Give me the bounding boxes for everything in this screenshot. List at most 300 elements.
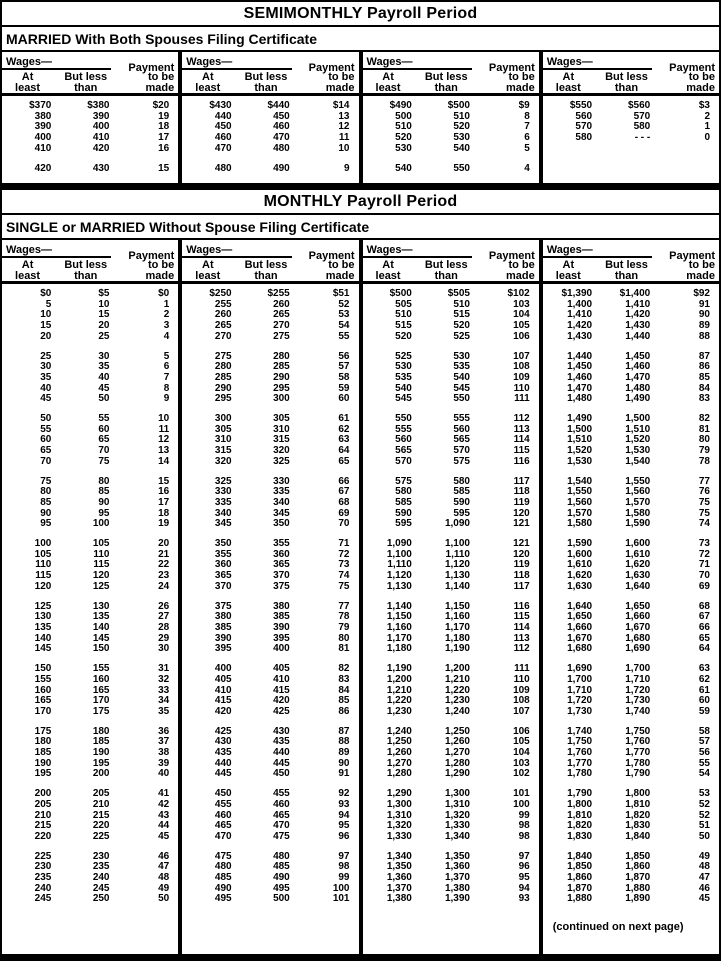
at-least-cell: 1,770	[567, 757, 593, 769]
but-less-than-cell: 205	[92, 788, 110, 800]
payment-cell: 83	[698, 393, 710, 405]
row-block	[2, 727, 178, 781]
at-least-cell: 435	[214, 747, 232, 759]
but-less-than-cell: 1,590	[625, 518, 651, 530]
payment-cell: 2	[704, 110, 710, 122]
but-less-than-cell: 275	[273, 330, 290, 342]
monthly-table	[2, 240, 719, 954]
row-block	[543, 539, 719, 593]
payment-cell: 102	[513, 768, 530, 780]
wage-row	[182, 144, 358, 155]
at-least-cell: 335	[214, 496, 232, 508]
group-body	[182, 96, 358, 174]
at-least-cell: 470	[214, 830, 232, 842]
but-less-than-cell: 570	[633, 110, 651, 122]
payment-cell: 89	[338, 747, 350, 759]
to-be-made-header: to be made	[506, 259, 535, 282]
group-header	[363, 52, 539, 96]
at-least-cell: 1,750	[567, 736, 593, 748]
at-least-cell: 1,660	[567, 621, 593, 633]
wage-row	[182, 789, 358, 800]
wage-row	[2, 884, 178, 895]
payment-cell: 121	[513, 538, 530, 550]
wage-row	[182, 560, 358, 571]
but-less-than-cell: 1,200	[444, 663, 470, 675]
payment-cell: 81	[698, 423, 710, 435]
but-less-than-cell: $1,400	[619, 288, 651, 299]
but-less-than-cell: 475	[273, 830, 290, 842]
but-less-than-cell: 595	[453, 507, 470, 519]
wage-row	[2, 133, 178, 144]
but-less-than-cell: 1,240	[444, 705, 470, 717]
wage-row	[2, 686, 178, 697]
but-less-than-cell: 450	[273, 110, 290, 122]
wage-row	[2, 759, 178, 770]
at-least-cell: 245	[34, 893, 52, 905]
at-least-cell: 210	[34, 809, 52, 821]
wage-row	[2, 487, 178, 498]
at-least-cell: 30	[40, 361, 52, 373]
wage-row	[2, 519, 178, 530]
at-least-cell: $370	[29, 100, 52, 111]
group-body	[182, 284, 358, 905]
but-less-than-cell: $380	[87, 100, 110, 111]
but-less-than-cell: 60	[98, 423, 110, 435]
wage-row	[182, 769, 358, 780]
payment-cell: 97	[338, 850, 350, 862]
wage-row	[182, 748, 358, 759]
payment-cell: 91	[338, 768, 350, 780]
at-least-cell: 510	[395, 309, 412, 321]
but-less-than-cell: 1,120	[444, 559, 470, 571]
wage-row	[363, 133, 539, 144]
payment-cell: 73	[698, 538, 710, 550]
but-less-than-header: But less than	[605, 259, 648, 282]
but-less-than-cell: 410	[92, 132, 110, 144]
but-less-than-header: But less than	[244, 71, 288, 94]
wage-row	[2, 425, 178, 436]
wage-row	[543, 832, 719, 843]
payment-cell: 117	[513, 475, 530, 487]
payment-cell: 87	[338, 725, 350, 737]
but-less-than-cell: 245	[92, 882, 110, 894]
wage-row	[363, 487, 539, 498]
at-least-cell: 540	[395, 382, 412, 394]
at-least-cell: 235	[34, 872, 52, 884]
but-less-than-cell: 65	[98, 434, 110, 446]
but-less-than-cell: 195	[92, 757, 110, 769]
monthly-wage-group-4	[539, 240, 719, 954]
at-least-cell: 440	[214, 110, 232, 122]
payment-cell: 55	[698, 757, 710, 769]
but-less-than-cell: 105	[92, 538, 110, 550]
payment-cell: 47	[158, 861, 170, 873]
at-least-cell: 1,760	[567, 747, 593, 759]
but-less-than-cell: 1,170	[444, 621, 470, 633]
but-less-than-cell: 510	[453, 298, 470, 310]
wage-row	[182, 759, 358, 770]
payment-cell: 58	[698, 725, 710, 737]
at-least-cell: 260	[214, 309, 232, 321]
payment-cell: 15	[158, 475, 170, 487]
payment-cell: 94	[518, 882, 530, 894]
but-less-than-cell: 210	[92, 798, 110, 810]
wage-row	[2, 634, 178, 645]
at-least-cell: 1,150	[386, 611, 412, 623]
but-less-than-cell: 285	[273, 361, 290, 373]
payment-cell: 10	[338, 142, 350, 154]
payment-cell: 36	[158, 725, 170, 737]
payment-cell: 78	[338, 611, 350, 623]
at-least-cell: 560	[395, 434, 412, 446]
payment-cell: 68	[698, 600, 710, 612]
payment-cell: 115	[513, 611, 530, 623]
wage-row	[182, 737, 358, 748]
but-less-than-cell: 565	[453, 434, 470, 446]
at-least-cell: 520	[395, 330, 412, 342]
payment-cell: 21	[158, 548, 170, 560]
but-less-than-cell: 1,510	[625, 423, 651, 435]
payment-cell: 103	[513, 298, 530, 310]
wage-row	[182, 122, 358, 133]
but-less-than-cell: $440	[267, 100, 290, 111]
wage-row	[363, 394, 539, 405]
wage-row	[182, 164, 358, 175]
row-block	[2, 352, 178, 406]
payment-cell: 5	[163, 350, 170, 362]
wage-row	[182, 509, 358, 520]
but-less-than-cell: 1,570	[625, 496, 651, 508]
wage-row	[182, 425, 358, 436]
wages-header-label: Wages—	[363, 244, 472, 258]
group-body	[543, 284, 719, 933]
but-less-than-cell: 310	[273, 423, 290, 435]
at-least-cell: 315	[214, 445, 232, 457]
group-header	[2, 240, 178, 284]
at-least-cell: 420	[214, 705, 232, 717]
wage-row	[182, 446, 358, 457]
wage-row	[182, 362, 358, 373]
payment-cell: 12	[338, 121, 350, 133]
payment-cell: 107	[513, 705, 530, 717]
at-least-cell: 1,530	[567, 455, 593, 467]
at-least-cell: 1,200	[386, 673, 412, 685]
at-least-cell: 1,470	[567, 382, 593, 394]
but-less-than-cell: 280	[273, 350, 290, 362]
at-least-cell: 455	[214, 798, 232, 810]
but-less-than-cell: 485	[273, 861, 290, 873]
at-least-cell: 1,440	[567, 350, 593, 362]
payment-cell: 1	[704, 121, 710, 133]
payment-cell: 68	[338, 496, 350, 508]
payment-cell: 1	[163, 298, 170, 310]
but-less-than-cell: 430	[273, 725, 290, 737]
row-block	[182, 852, 358, 906]
but-less-than-cell: 400	[92, 121, 110, 133]
payment-cell: 52	[698, 798, 710, 810]
at-least-cell: 410	[34, 142, 52, 154]
but-less-than-cell: 515	[453, 309, 470, 321]
but-less-than-cell: 575	[453, 455, 470, 467]
but-less-than-cell: 235	[92, 861, 110, 873]
payment-cell: 56	[338, 350, 350, 362]
group-header	[2, 52, 178, 96]
payment-cell: 28	[158, 621, 170, 633]
but-less-than-cell: 1,620	[625, 559, 651, 571]
at-least-cell: 1,260	[386, 747, 412, 759]
but-less-than-cell: 115	[93, 559, 110, 571]
payment-cell: 111	[514, 663, 530, 675]
but-less-than-cell: 90	[98, 496, 110, 508]
payment-cell: 70	[698, 570, 710, 582]
payment-cell: 54	[338, 320, 350, 332]
but-less-than-cell: 265	[273, 309, 290, 321]
at-least-cell: 10	[40, 309, 52, 321]
but-less-than-cell: 540	[453, 371, 470, 383]
payment-cell: 101	[513, 788, 530, 800]
wage-row	[2, 769, 178, 780]
payment-cell: 116	[513, 600, 530, 612]
row-block	[182, 164, 358, 175]
group-body	[363, 284, 539, 905]
wage-row	[543, 122, 719, 133]
wage-row	[363, 832, 539, 843]
but-less-than-cell: 440	[273, 747, 290, 759]
at-least-cell: 1,540	[567, 475, 593, 487]
payment-cell: 30	[158, 643, 170, 655]
row-block	[543, 352, 719, 406]
but-less-than-cell: 480	[273, 142, 290, 154]
at-least-cell: 225	[34, 850, 52, 862]
at-least-cell: 520	[395, 132, 412, 144]
wage-row	[363, 425, 539, 436]
at-least-cell: 1,240	[386, 725, 412, 737]
at-least-cell: 1,590	[567, 538, 593, 550]
but-less-than-cell: 30	[98, 350, 110, 362]
payment-cell: 26	[158, 600, 170, 612]
to-be-made-header: to be made	[145, 71, 175, 94]
at-least-cell: 545	[395, 393, 412, 405]
but-less-than-cell: 380	[273, 600, 290, 612]
wage-row	[2, 737, 178, 748]
but-less-than-cell: 1,870	[625, 872, 651, 884]
wage-row	[363, 457, 539, 468]
payment-cell: 42	[158, 798, 170, 810]
payment-cell: 120	[513, 548, 530, 560]
at-least-cell: 1,160	[386, 621, 412, 633]
at-least-cell: 1,140	[386, 600, 412, 612]
payment-header-label: Payment	[308, 250, 355, 262]
at-least-cell: 350	[214, 538, 232, 550]
at-least-cell: 1,870	[567, 882, 593, 894]
but-less-than-cell: 550	[453, 393, 470, 405]
at-least-cell: 40	[40, 382, 52, 394]
row-block	[363, 539, 539, 593]
but-less-than-cell: $5	[98, 288, 110, 299]
to-be-made-header: to be made	[325, 259, 355, 282]
payment-cell: 108	[513, 695, 530, 707]
wage-row	[182, 675, 358, 686]
payment-cell: 6	[163, 361, 170, 373]
wage-row	[182, 623, 358, 634]
payment-cell: 119	[513, 559, 530, 571]
at-least-cell: 1,860	[567, 872, 593, 884]
wage-row	[2, 894, 178, 905]
but-less-than-cell: 35	[98, 361, 110, 373]
payment-cell: 94	[338, 809, 350, 821]
but-less-than-cell: 290	[273, 371, 290, 383]
but-less-than-cell: 1,670	[625, 621, 651, 633]
wage-row	[2, 435, 178, 446]
wage-row	[2, 582, 178, 593]
at-least-cell: 65	[40, 445, 52, 457]
but-less-than-cell: 1,260	[444, 736, 470, 748]
but-less-than-cell: 1,830	[625, 820, 651, 832]
payment-cell: 45	[158, 830, 170, 842]
at-least-cell: 1,180	[386, 643, 412, 655]
at-least-cell: 275	[214, 350, 232, 362]
at-least-cell: 1,290	[386, 788, 412, 800]
at-least-cell: 475	[214, 850, 232, 862]
but-less-than-cell: 220	[92, 820, 110, 832]
payment-cell: 69	[338, 507, 350, 519]
row-block	[543, 727, 719, 781]
wage-row	[363, 446, 539, 457]
at-least-cell: 305	[214, 423, 232, 435]
but-less-than-cell: 1,890	[625, 893, 651, 905]
row-block	[543, 414, 719, 468]
at-least-cell: 240	[34, 882, 52, 894]
at-least-cell: 320	[214, 455, 232, 467]
at-least-cell: $1,390	[561, 288, 593, 299]
but-less-than-cell: 1,250	[444, 725, 470, 737]
wage-row	[543, 707, 719, 718]
but-less-than-cell: 225	[92, 830, 110, 842]
payment-cell: 32	[158, 673, 170, 685]
payment-cell: 110	[513, 382, 530, 394]
but-less-than-cell: 360	[273, 548, 290, 560]
but-less-than-cell: 450	[273, 768, 290, 780]
payment-cell: 110	[513, 673, 530, 685]
wage-row	[2, 675, 178, 686]
to-be-made-header: to be made	[506, 71, 535, 94]
payment-cell: 0	[704, 132, 710, 144]
at-least-cell: 400	[214, 663, 232, 675]
group-body	[363, 96, 539, 174]
payment-cell: 27	[158, 611, 170, 623]
at-least-cell: 340	[214, 507, 232, 519]
semimonthly-table	[2, 52, 719, 183]
at-least-cell: 450	[214, 121, 232, 133]
but-less-than-cell: 1,770	[625, 747, 651, 759]
at-least-cell: 1,120	[386, 570, 412, 582]
but-less-than-cell: 1,210	[444, 673, 470, 685]
wages-header-label: Wages—	[363, 56, 472, 70]
wage-row	[2, 321, 178, 332]
but-less-than-cell: 100	[92, 518, 110, 530]
payment-cell: 11	[338, 132, 350, 144]
at-least-header: At least	[195, 71, 221, 94]
wage-row	[182, 321, 358, 332]
payment-cell: 72	[698, 548, 710, 560]
payment-cell: 16	[158, 142, 170, 154]
at-least-cell: 530	[395, 142, 412, 154]
but-less-than-cell: 110	[93, 548, 110, 560]
wage-row	[2, 373, 178, 384]
at-least-cell: 1,500	[567, 423, 593, 435]
payment-cell: 43	[158, 809, 170, 821]
wage-row	[182, 612, 358, 623]
but-less-than-cell: 1,280	[444, 757, 470, 769]
but-less-than-cell: 1,580	[625, 507, 651, 519]
wage-row	[543, 675, 719, 686]
payment-cell: 106	[513, 330, 530, 342]
payment-cell: 86	[338, 705, 350, 717]
at-least-cell: 1,450	[567, 361, 593, 373]
payment-cell: 93	[338, 798, 350, 810]
at-least-cell: 405	[214, 673, 232, 685]
but-less-than-header: But less than	[64, 259, 108, 282]
row-block	[363, 352, 539, 406]
wage-row	[2, 112, 178, 123]
but-less-than-cell: 1,680	[625, 632, 651, 644]
at-least-cell: 345	[214, 518, 232, 530]
payment-cell: 60	[698, 695, 710, 707]
payment-cell: 73	[338, 559, 350, 571]
but-less-than-cell: $560	[628, 100, 651, 111]
but-less-than-cell: 585	[453, 486, 470, 498]
payment-cell: 19	[158, 518, 170, 530]
group-body	[543, 96, 719, 144]
payment-cell: 52	[338, 298, 350, 310]
but-less-than-cell: 1,220	[444, 684, 470, 696]
at-least-cell: 1,100	[386, 548, 412, 560]
wage-row	[2, 602, 178, 613]
at-least-cell: 1,680	[567, 643, 593, 655]
row-block	[363, 789, 539, 843]
payment-cell: 98	[518, 820, 530, 832]
at-least-cell: 1,360	[386, 872, 412, 884]
but-less-than-cell: 540	[453, 142, 470, 154]
at-least-cell: 1,820	[567, 820, 593, 832]
at-least-cell: 590	[395, 507, 412, 519]
payment-cell: 78	[698, 455, 710, 467]
wage-row	[2, 362, 178, 373]
at-least-cell: 490	[214, 882, 232, 894]
at-least-cell: 570	[575, 121, 593, 133]
at-least-cell: 500	[395, 110, 412, 122]
payment-cell: 98	[518, 830, 530, 842]
but-less-than-cell: 530	[453, 350, 470, 362]
wage-row	[363, 332, 539, 343]
group-header	[543, 52, 719, 96]
at-least-cell: 90	[40, 507, 52, 519]
payment-cell: 65	[698, 632, 710, 644]
but-less-than-cell: 150	[92, 643, 110, 655]
payment-cell: 107	[513, 350, 530, 362]
at-least-cell: 1,610	[567, 559, 593, 571]
payment-cell: 69	[698, 580, 710, 592]
at-least-cell: 1,620	[567, 570, 593, 582]
section-divider-bar	[2, 183, 719, 190]
but-less-than-cell: 1,540	[625, 455, 651, 467]
but-less-than-cell: 525	[453, 330, 470, 342]
at-least-cell: 1,460	[567, 371, 593, 383]
at-least-cell: 360	[214, 559, 232, 571]
row-block	[543, 101, 719, 144]
at-least-cell: 1,230	[386, 705, 412, 717]
but-less-than-cell: 200	[92, 768, 110, 780]
